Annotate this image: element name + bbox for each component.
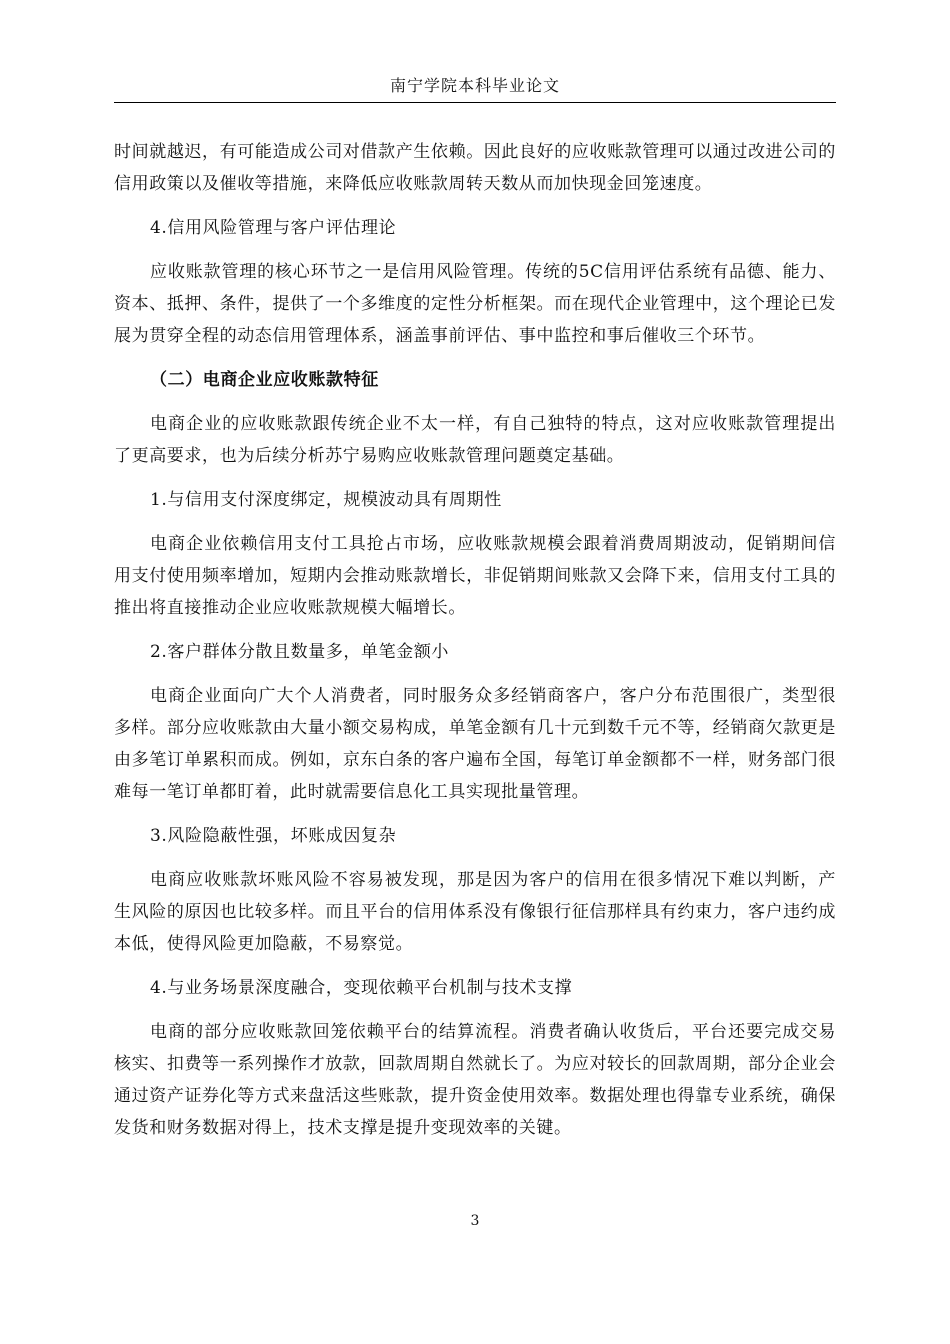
subheading-business-integration: 4.与业务场景深度融合，变现依赖平台机制与技术支撑 [150, 978, 573, 998]
subheading-risk-concealment: 3.风险隐蔽性强，坏账成因复杂 [150, 826, 397, 846]
paragraph-credit-risk: 应收账款管理的核心环节之一是信用风险管理。传统的5C信用评估系统有品德、能力、资本、抵押、条件，提供了一个多维度的定性分析框架。而在现代企业管理中，这个理论已发展为贯穿全程的动态信用管理体系，涵盖事前评估、事中监控和事后催收三个环节。 [114, 262, 836, 346]
paragraph-customer-groups: 电商企业面向广大个人消费者，同时服务众多经销商客户，客户分布范围很广，类型很多样。部分应收账款由大量小额交易构成，单笔金额有几十元到数千元不等，经销商欠款更是由多笔订单累积而成。例如，京东白条的客户遍布全国，每笔订单金额都不一样，财务部门很难每一笔订单都盯着，此时就需要信息化工具实现批量管理。 [114, 686, 836, 802]
paragraph-business-integration: 电商的部分应收账款回笼依赖平台的结算流程。消费者确认收货后，平台还要完成交易核实、扣费等一系列操作才放款，回款周期自然就长了。为应对较长的回款周期，部分企业会通过资产证券化等方式来盘活这些账款，提升资金使用效率。数据处理也得靠专业系统，确保发货和财务数据对得上，技术支撑是提升变现效率的关键。 [114, 1022, 836, 1138]
subheading-customer-groups: 2.客户群体分散且数量多，单笔金额小 [150, 642, 450, 662]
page-number: 3 [470, 1213, 480, 1229]
running-header: 南宁学院本科毕业论文 [389, 76, 560, 95]
subheading-credit-risk-theory: 4.信用风险管理与客户评估理论 [150, 218, 397, 238]
header-divider [114, 102, 836, 103]
subheading-credit-payment: 1.与信用支付深度绑定，规模波动具有周期性 [150, 490, 502, 510]
paragraph-ecommerce-intro: 电商企业的应收账款跟传统企业不太一样，有自己独特的特点，这对应收账款管理提出了更高要求，也为后续分析苏宁易购应收账款管理问题奠定基础。 [114, 414, 836, 466]
paragraph-continuation: 时间就越迟，有可能造成公司对借款产生依赖。因此良好的应收账款管理可以通过改进公司的信用政策以及催收等措施，来降低应收账款周转天数从而加快现金回笼速度。 [114, 142, 836, 194]
section-heading-ecommerce-receivables: （二）电商企业应收账款特征 [150, 370, 379, 390]
paragraph-credit-payment: 电商企业依赖信用支付工具抢占市场，应收账款规模会跟着消费周期波动，促销期间信用支付使用频率增加，短期内会推动账款增长，非促销期间账款又会降下来，信用支付工具的推出将直接推动企业应收账款规模大幅增长。 [114, 534, 836, 618]
body-text [114, 136, 836, 1156]
paragraph-risk-concealment: 电商应收账款坏账风险不容易被发现，那是因为客户的信用在很多情况下难以判断，产生风险的原因也比较多样。而且平台的信用体系没有像银行征信那样具有约束力，客户违约成本低，使得风险更加隐蔽，不易察觉。 [114, 870, 836, 954]
